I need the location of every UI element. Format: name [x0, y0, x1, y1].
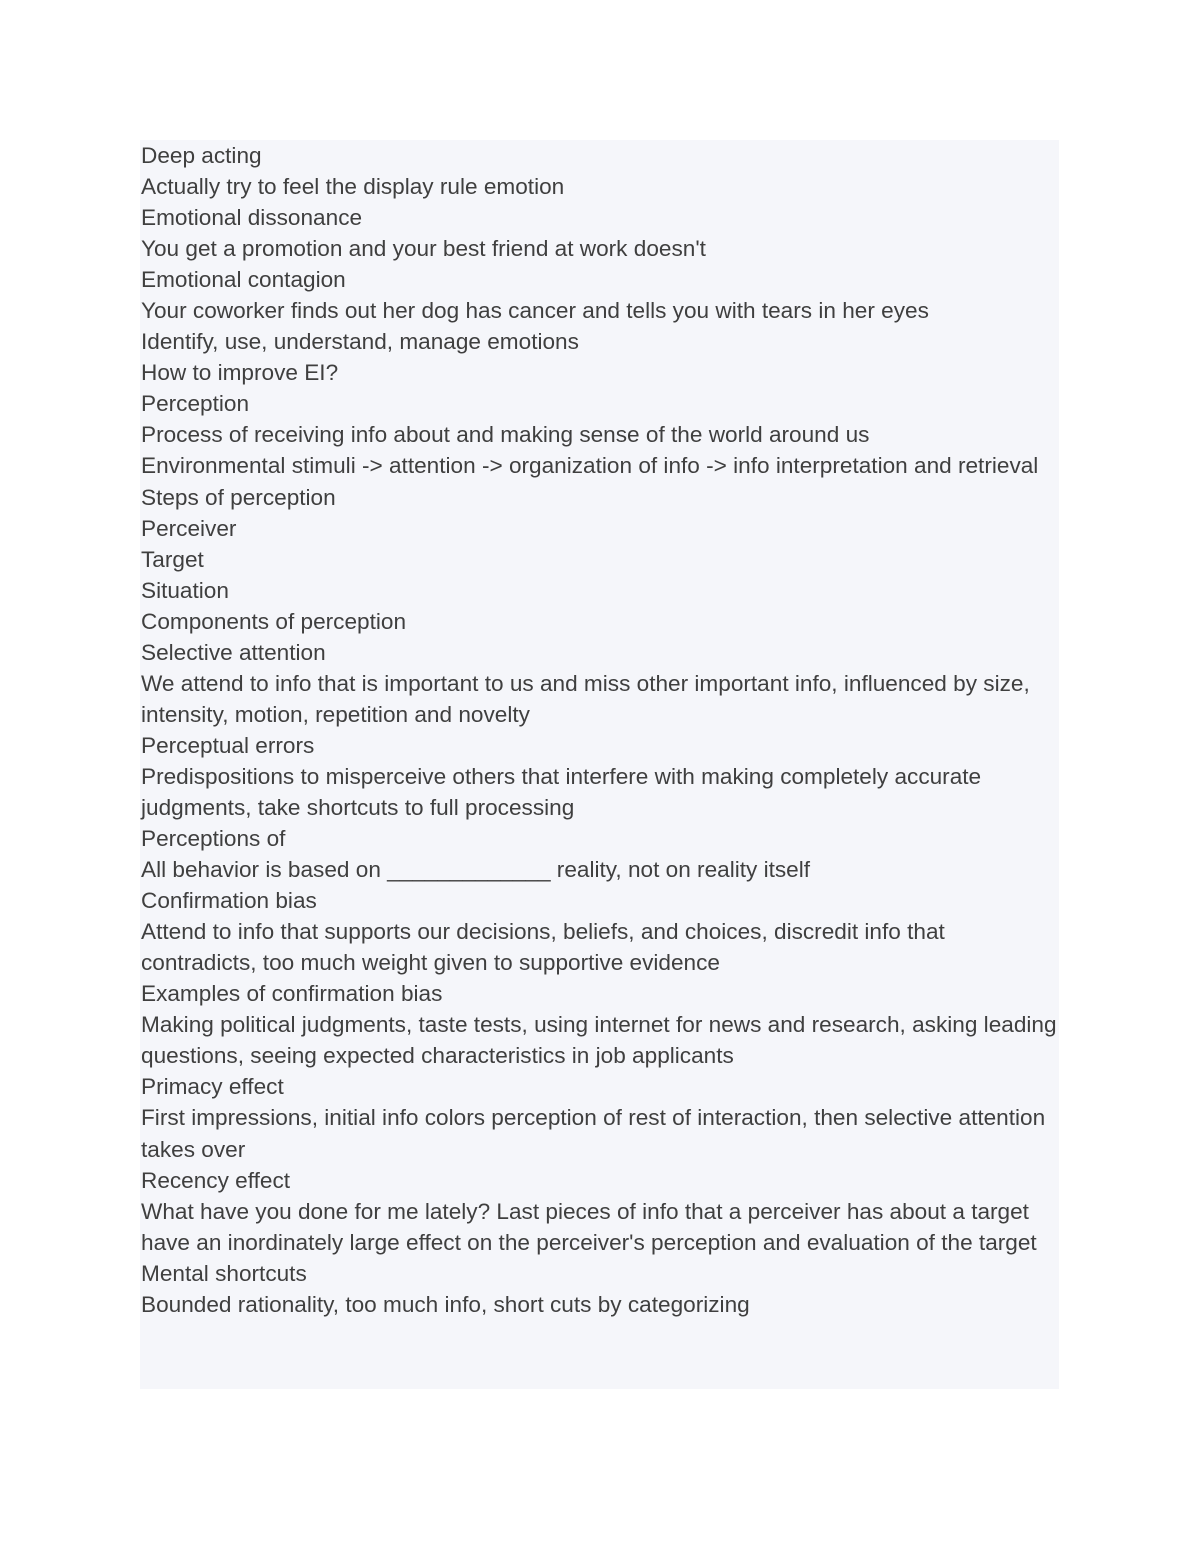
text-line: Situation: [141, 577, 229, 603]
text-line: Making political judgments, taste tests, using internet for news and research, asking leading questions, seeing expected characteristics in job applicants: [141, 1012, 1057, 1069]
text-line: Predispositions to misperceive others that interfere with making completely accurate judgments, take shortcuts to full processing: [141, 763, 982, 820]
text-line: Perceptual errors: [141, 732, 315, 758]
text-line: Steps of perception: [141, 484, 336, 510]
document-lines: [141, 140, 1059, 1320]
text-line: Perception: [141, 391, 250, 417]
text-line: Bounded rationality, too much info, short cuts by categorizing: [141, 1291, 750, 1317]
text-line: All behavior is based on _____________ reality, not on reality itself: [141, 857, 811, 883]
text-line: Components of perception: [141, 608, 407, 634]
text-line: Emotional contagion: [141, 267, 346, 293]
text-line: Primacy effect: [141, 1074, 284, 1100]
document-content-block: [140, 140, 1059, 1389]
text-line: Examples of confirmation bias: [141, 981, 443, 1007]
text-line: Your coworker finds out her dog has cancer and tells you with tears in her eyes: [141, 298, 929, 324]
text-line: Confirmation bias: [141, 888, 317, 914]
text-line: Actually try to feel the display rule emotion: [141, 174, 565, 200]
text-line: Mental shortcuts: [141, 1260, 307, 1286]
text-line: Perceiver: [141, 515, 237, 541]
text-line: We attend to info that is important to us and miss other important info, influenced by size, intensity, motion, repetition and novelty: [141, 670, 1030, 727]
text-line: How to improve EI?: [141, 360, 339, 386]
text-line: Selective attention: [141, 639, 326, 665]
text-line: Recency effect: [141, 1167, 291, 1193]
text-line: You get a promotion and your best friend at work doesn't: [141, 236, 706, 262]
text-line: What have you done for me lately? Last pieces of info that a perceiver has about a target have an inordinately large effect on the perceiver's perception and evaluation of the target: [141, 1198, 1037, 1255]
text-line: Process of receiving info about and making sense of the world around us: [141, 422, 870, 448]
text-line: Deep acting: [141, 143, 262, 168]
text-line: Attend to info that supports our decisions, beliefs, and choices, discredit info that contradicts, too much weight given to supportive evidence: [141, 919, 945, 976]
text-line: Identify, use, understand, manage emotions: [141, 329, 579, 355]
text-line: Perceptions of: [141, 826, 286, 852]
text-line: Environmental stimuli -> attention -> organization of info -> info interpretation and retrieval: [141, 453, 1039, 479]
text-line: First impressions, initial info colors perception of rest of interaction, then selective attention takes over: [141, 1105, 1046, 1162]
text-line: Target: [141, 546, 204, 572]
text-line: Emotional dissonance: [141, 205, 363, 231]
